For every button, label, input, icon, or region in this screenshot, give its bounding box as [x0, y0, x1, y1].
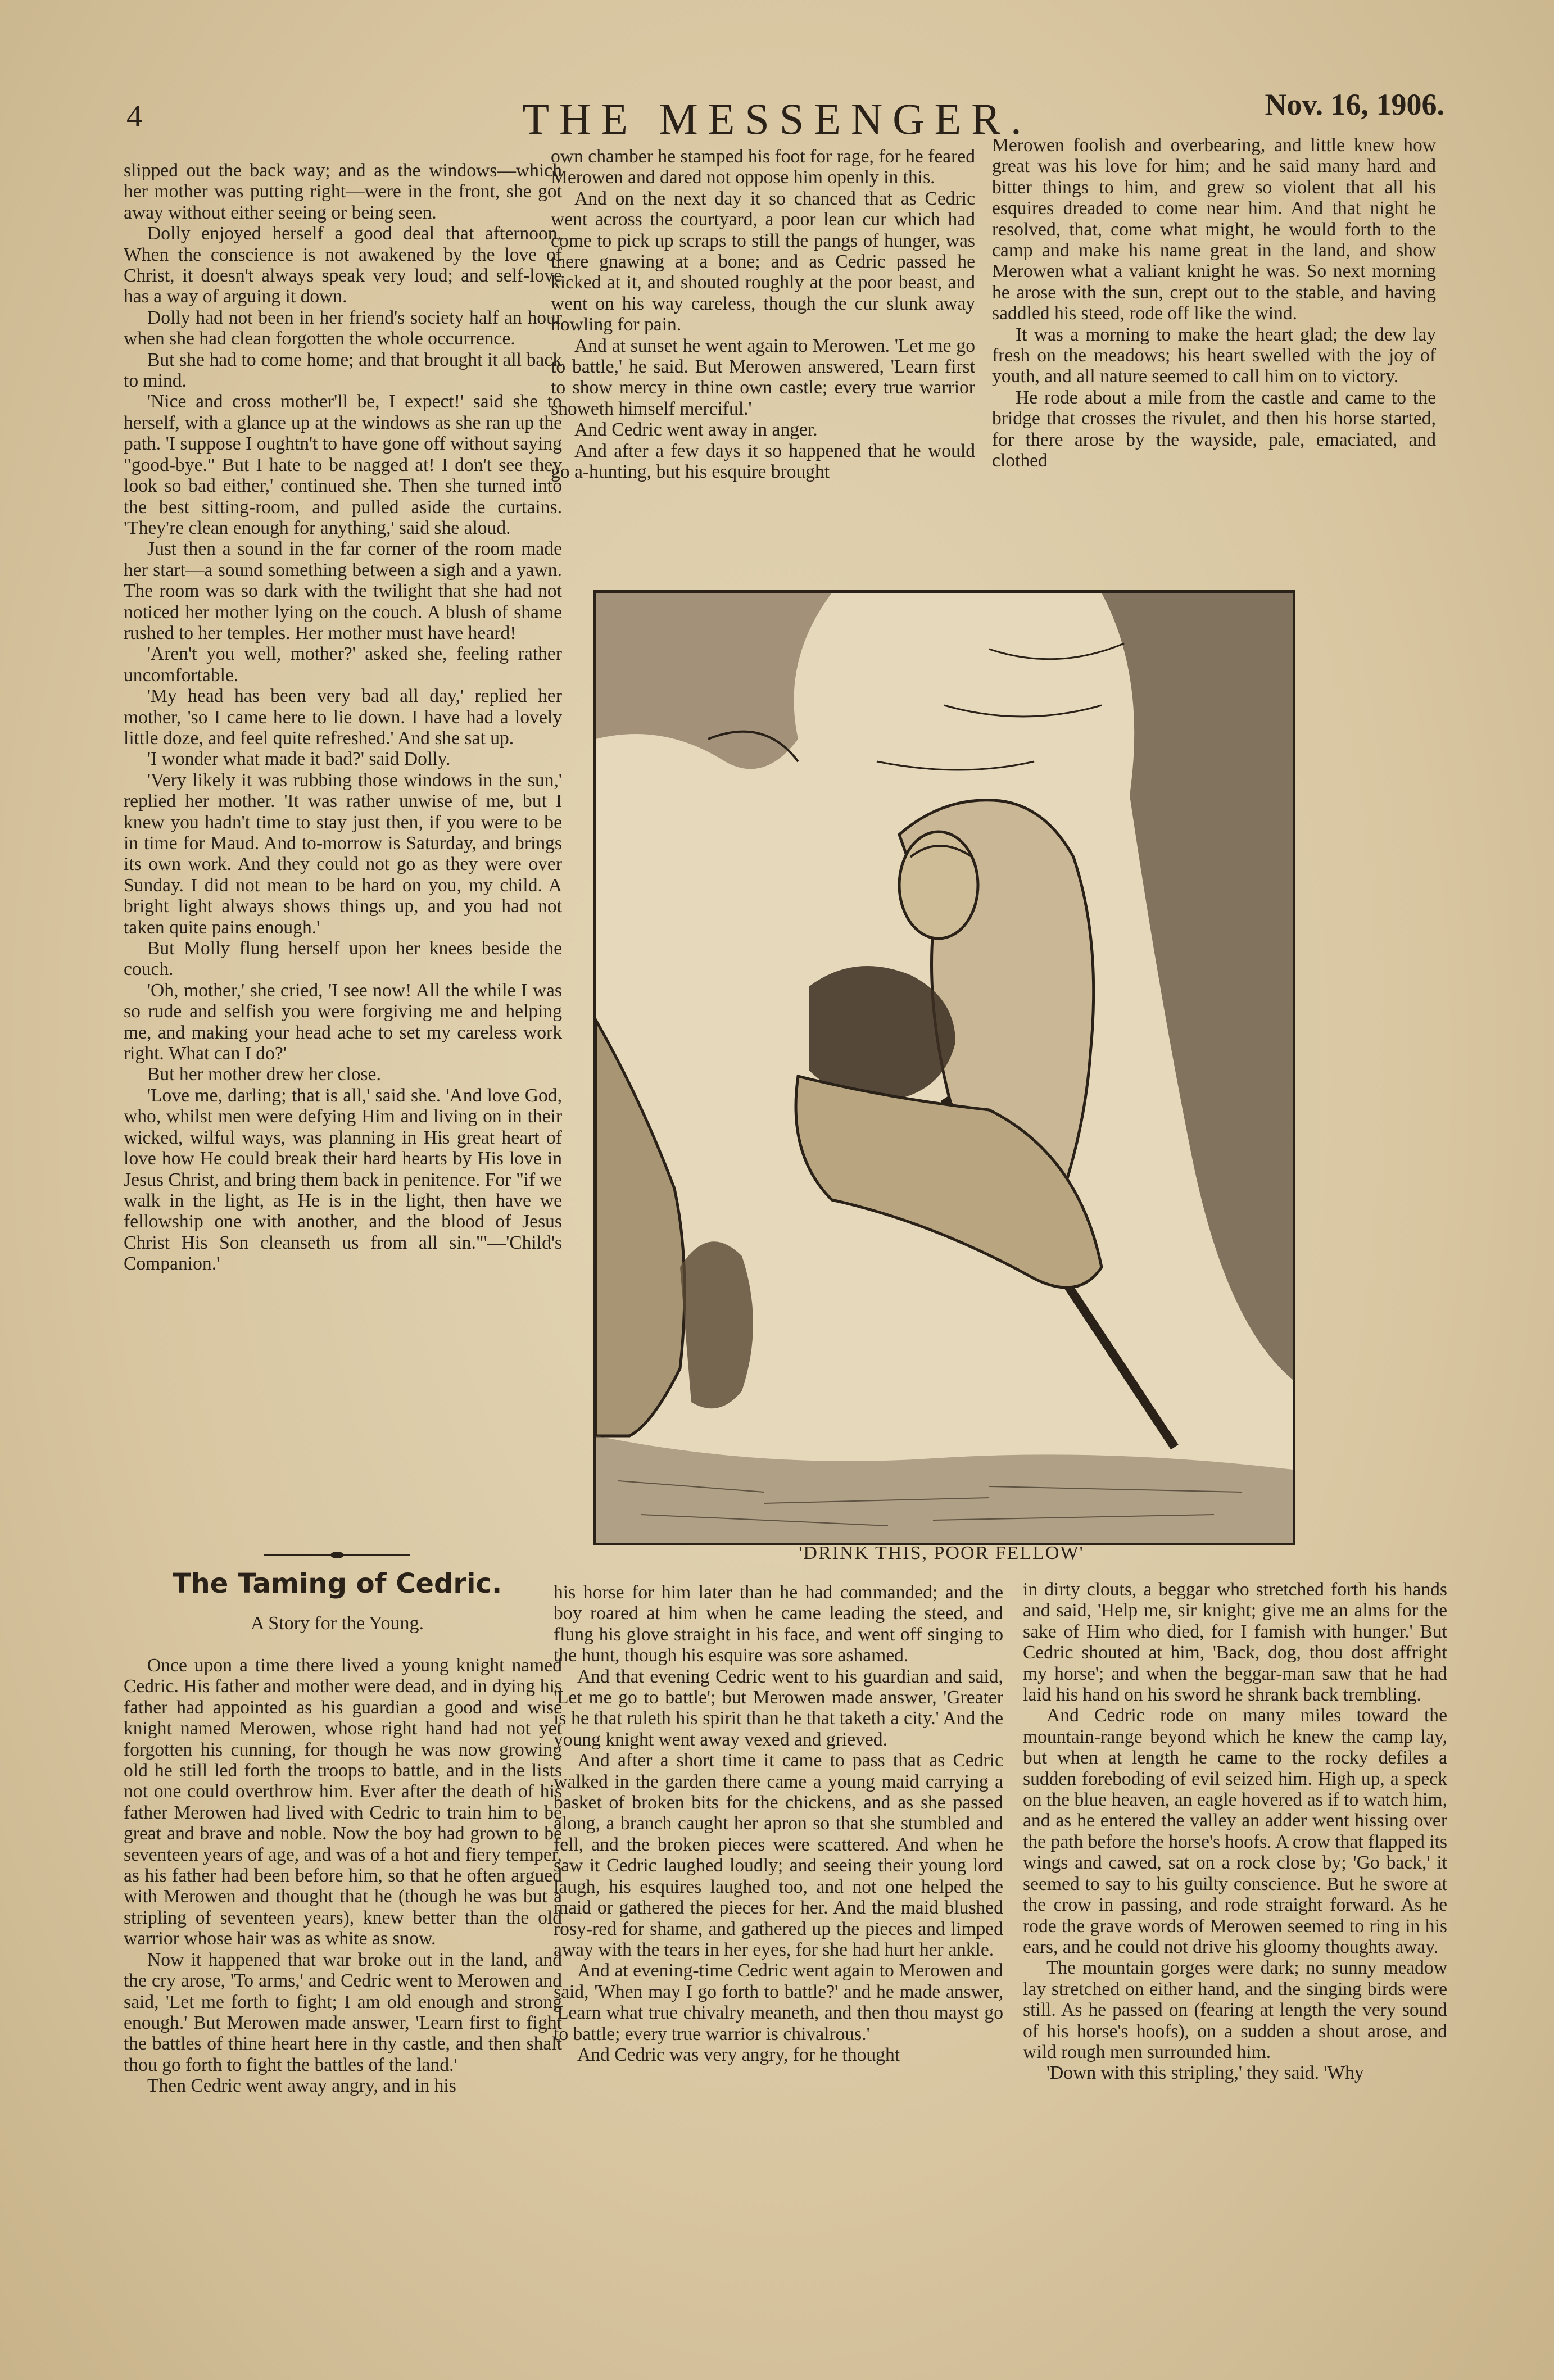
paragraph: 'Aren't you well, mother?' asked she, feeling rather uncomfortable. [124, 643, 562, 686]
paragraph: 'Down with this stripling,' they said. 'Why [1046, 2062, 1364, 2084]
paragraph: Then Cedric went away angry, and in his [147, 2075, 456, 2097]
knight-and-beggar-engraving [596, 593, 1293, 1543]
paragraph: Merowen foolish and overbearing, and little knew how great was his love for him; and he said many hard and bitter things to him, and grew so violent that all his esquires dreaded to come near him. And that night he resolved, that, come what might, he would forth to the camp and make his name great in the land, and show Merowen what a valiant knight he was. So next morning he arose with the sun, crept out to the stable, and having saddled his steed, rode off like the wind. [992, 135, 1436, 324]
newspaper-title: THE MESSENGER. [522, 94, 1032, 143]
column-1-top [124, 160, 562, 1275]
paragraph: 'Love me, darling; that is all,' said she. 'And love God, who, whilst men were defying Him and living on in their wicked, wilful ways, was planning in His great heart of love how He could break their hard hearts by His love in Jesus Christ, and bring them back in penitence. For "if we walk in the light, as He is in the light, then have we fellowship one with another, and the blood of Jesus Christ His Son cleanseth us from all sin."'—'Child's Companion.' [124, 1085, 562, 1275]
paragraph: Now it happened that war broke out in the land, and the cry arose, 'To arms,' and Cedric went to Merowen and said, 'Let me forth to fight; I am old enough and strong enough.' But Merowen made answer, 'Learn first to fight the battles of thine heart here in thy castle, and then shalt thou go forth to fight the battles of the land.' [124, 1949, 562, 2075]
column-1-bottom [124, 1655, 562, 2097]
paragraph: 'Very likely it was rubbing those windows in the sun,' replied her mother. 'It was rather unwise of me, but I knew you hadn't time to stay just then, if you were to be in time for Maud. And to-morrow is Saturday, and brings its own work. And they could not go as they were over Sunday. I did not mean to be hard on you, my child. A bright light always shows things up, and you had not taken quite pains enough.' [124, 769, 562, 938]
paragraph: The mountain gorges were dark; no sunny meadow lay stretched on either hand, and the singing birds were still. As he passed on (fearing at length the very sound of his horse's hoofs), on a sudden a shout arose, and wild rough men surrounded him. [1023, 1957, 1447, 2062]
paragraph: But Molly flung herself upon her knees beside the couch. [124, 938, 562, 980]
paragraph: It was a morning to make the heart glad; the dew lay fresh on the meadows; his heart swelled with the joy of youth, and all nature seemed to call him on to victory. [992, 324, 1436, 387]
paragraph: Just then a sound in the far corner of the room made her start—a sound something between a sigh and a yawn. The room was so dark with the twilight that she had not noticed her mother lying on the couch. A blush of shame rushed to her temples. Her mother must have heard! [124, 538, 562, 643]
paragraph: And Cedric went away in anger. [574, 419, 818, 441]
paragraph: 'Nice and cross mother'll be, I expect!' said she to herself, with a glance up at the windows as she ran up the path. 'I suppose I oughtn't to have gone off without saying "good-bye." But I hate to be nagged at! I don't see they look so bad either,' continued she. Then she turned into the best sitting-room, and pulled aside the curtains. 'They're clean enough for anything,' said she aloud. [124, 391, 562, 538]
paragraph: And after a few days it so happened that he would go a-hunting, but his esquire brought [551, 440, 975, 483]
paragraph: And Cedric rode on many miles toward the mountain-range beyond which he knew the camp lay, but when at length he came to the rocky defiles a sudden foreboding of evil seized him. High up, a speck on the blue heaven, an eagle hovered as if to watch him, and as he entered the valley an adder went hissing over the path before the horse's hoofs. A crow that flapped its wings and cawed, sat on a rock close by; 'Go back,' it seemed to say to his guilty conscience. But he swore at the crow in passing, and rode straight forward. As he rode the grave words of Merowen seemed to ring in his ears, and he could not drive his gloomy thoughts away. [1023, 1705, 1447, 1957]
paragraph: But she had to come home; and that brought it all back to mind. [124, 349, 562, 392]
story-title: The Taming of Cedric. [172, 1568, 502, 1599]
paragraph: Once upon a time there lived a young knight named Cedric. His father and mother were dead, and in dying his father had appointed as his guardian a good and wise knight named Merowen, whose right hand had not yet forgotten his cunning, for though he was now growing old he still led forth the troops to battle, and in the lists not one could overthrow him. Ever after the death of his father Merowen had lived with Cedric to train him to be great and brave and noble. Now the boy had grown to be seventeen years of age, and was of a hot and fiery temper, as his father had been before him, so that he often argued with Merowen and thought that he (though he was but a stripling of seventeen years), knew better than the old warrior whose hair was as white as snow. [124, 1655, 562, 1950]
engraving-illustration [593, 590, 1295, 1545]
paragraph: 'My head has been very bad all day,' replied her mother, 'so I came here to lie down. I have had a lovely little doze, and feel quite refreshed.' And she sat up. [124, 686, 562, 749]
illustration-caption: 'DRINK THIS, POOR FELLOW' [799, 1543, 1084, 1563]
page-number: 4 [126, 99, 142, 134]
paragraph: slipped out the back way; and as the windows—which her mother was putting right—were in the front, she got away without either seeing or being seen. [124, 160, 562, 223]
paragraph: And that evening Cedric went to his guardian and said, 'Let me go to battle'; but Merowen made answer, 'Greater is he that ruleth his spirit than he that taketh a city.' And the young knight went away vexed and grieved. [554, 1666, 1003, 1750]
paragraph: Dolly had not been in her friend's society half an hour when she had clean forgotten the whole occurrence. [124, 307, 562, 350]
paragraph: his horse for him later than he had commanded; and the boy roared at him when he came leading the steed, and flung his glove straight in his face, and went off singing to the hunt, though his esquire was sore ashamed. [554, 1582, 1003, 1666]
paragraph: 'Oh, mother,' she cried, 'I see now! All the while I was so rude and selfish you were forgiving me and helping me, and making your head ache to set my careless work right. What can I do?' [124, 980, 562, 1064]
paragraph: And on the next day it so chanced that as Cedric went across the courtyard, a poor lean cur which had come to pick up scraps to still the pangs of hunger, was there gnawing at a bone; and as Cedric passed he kicked at it, and shouted roughly at the poor beast, and went on his way careless, though the cur slunk away howling for pain. [551, 188, 975, 336]
issue-date: Nov. 16, 1906. [1265, 88, 1444, 121]
paragraph: 'I wonder what made it bad?' said Dolly. [147, 749, 451, 770]
paragraph: own chamber he stamped his foot for rage, for he feared Merowen and dared not oppose him openly in this. [551, 146, 975, 188]
paragraph: He rode about a mile from the castle and came to the bridge that crosses the rivulet, and then his horse started, for there arose by the wayside, pale, emaciated, and clothed [992, 387, 1436, 472]
paragraph: And after a short time it came to pass that as Cedric walked in the garden there came a young maid carrying a basket of broken bits for the chickens, and as she passed along, a branch caught her apron so that she stumbled and fell, and the broken pieces were scattered. And when he saw it Cedric laughed loudly; and seeing their young lord laugh, his esquires laughed too, and not one helped the maid or gathered the pieces for her. And the maid blushed rosy-red for shame, and gathered up the pieces and limped away with the tears in her eyes, for she had hurt her ankle. [554, 1750, 1003, 1960]
paragraph: Dolly enjoyed herself a good deal that afternoon. When the conscience is not awakened by the love of Christ, it doesn't always speak very loud; and self-love has a way of arguing it down. [124, 223, 562, 307]
paragraph: And at sunset he went again to Merowen. 'Let me go to battle,' he said. But Merowen answered, 'Learn first to show mercy in thine own castle; every true warrior showeth himself merciful.' [551, 335, 975, 419]
column-2-bottom [554, 1582, 1003, 2065]
section-divider [264, 1551, 410, 1559]
paragraph: And Cedric was very angry, for he thought [577, 2044, 900, 2065]
column-2-top [551, 146, 975, 483]
column-3-bottom [1023, 1579, 1447, 2084]
paragraph: in dirty clouts, a beggar who stretched forth his hands and said, 'Help me, sir knight; give me an alms for the sake of Him who died, for I famish with hunger.' But Cedric shouted at him, 'Back, dog, thou dost affright my horse'; and when the beggar-man saw that he had laid his hand on his sword he shrank back trembling. [1023, 1579, 1447, 1706]
paragraph: And at evening-time Cedric went again to Merowen and said, 'When may I go forth to battle?' and he made answer, 'Learn what true chivalry meaneth, and then thou mayst go to battle; every true warrior is chivalrous.' [554, 1960, 1003, 2044]
column-3-top [992, 135, 1436, 472]
paragraph: But her mother drew her close. [147, 1064, 381, 1085]
story-subtitle: A Story for the Young. [251, 1613, 424, 1634]
